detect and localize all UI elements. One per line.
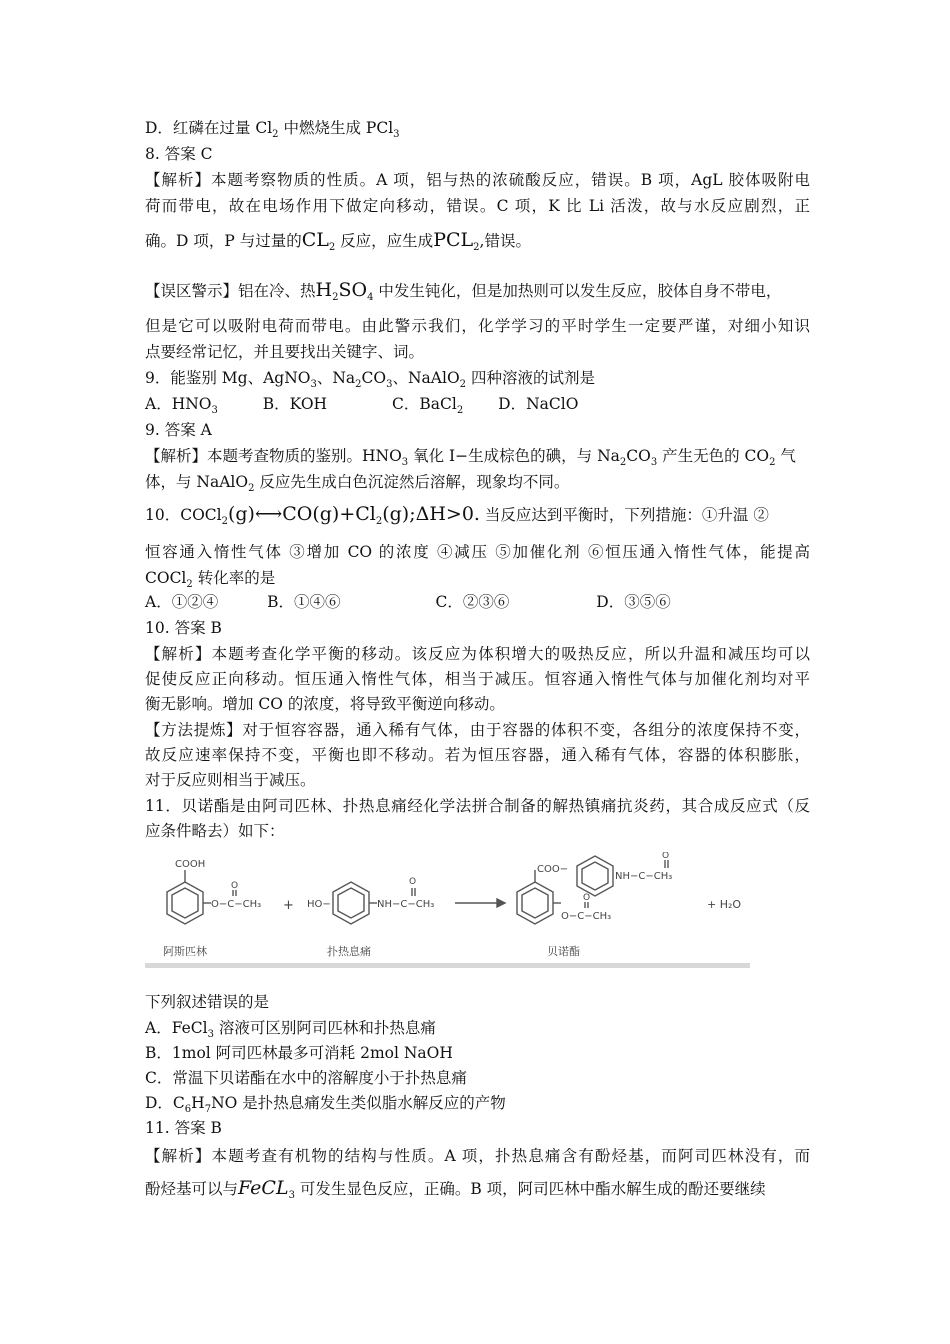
options-10 (145, 592, 671, 612)
explanation-8-line1: 【解析】本题考察物质的性质。A 项，铝与热的浓硫酸反应，错误。B 项，AgL 胶体吸附电 (145, 171, 810, 189)
explanation-11-line2: 酚烃基可以与FeCL$_3$ 可发生显色反应，正确。B 项，阿司匹林中酯水解生成的酚还要继续 (145, 1177, 766, 1201)
method-10-line1: 【方法提炼】对于恒容容器，通入稀有气体，由于容器的体积不变，各组分的浓度保持不变， (145, 721, 810, 739)
explanation-11-line1: 【解析】本题考查有机物的结构与性质。A 项，扑热息痛含有酚烃基，而阿司匹林没有，而 (145, 1147, 810, 1165)
explanation-9-line2: 体，与 NaAlO$_2$ 反应先生成白色沉淀然后溶解，现象均不同。 (145, 473, 570, 494)
carbonyl-o-1: O (231, 881, 239, 891)
water-label: + H₂O (707, 898, 742, 911)
question-11-prompt: 下列叙述错误的是 (145, 993, 270, 1011)
method-10-line3: 对于反应则相当于减压。 (145, 771, 316, 789)
amide-label-2: NH−C−CH₃ (615, 871, 673, 882)
option-10a: A．①②④ (145, 593, 219, 611)
question-10-line2: 恒容通入惰性气体 ③增加 CO 的浓度 ④减压 ⑤加催化剂 ⑥恒压通入惰性气体，能提高 (145, 543, 810, 561)
option-9d: D．NaClO (498, 395, 579, 413)
reaction-scheme-figure (145, 852, 750, 980)
question-10-line1: 10．$COCl_2(g)⟷CO(g)+Cl_2(g);\Delta H>0$. 当反应达到平衡时，下列措施：①升温 ② (145, 503, 769, 527)
amide-label-1: NH−C−CH₃ (377, 899, 435, 910)
option-10b: B．①④⑥ (267, 593, 341, 611)
explanation-9-line1: 【解析】本题考查物质的鉴别。$HNO_3$ 氧化 I−生成棕色的碘，与 $Na_2CO_3$ 产生无色的 $CO_2$ 气 (145, 447, 796, 468)
explanation-8-line3: 确。D 项，P 与过量的$CL_2$ 反应，应生成$PCL_2$,错误。 (145, 229, 531, 253)
option-11a: A．FeCl$_3$ 溶液可区别阿司匹林和扑热息痛 (145, 1019, 436, 1040)
aspirin-name: 阿斯匹林 (163, 945, 207, 958)
explanation-10-line1: 【解析】本题考查化学平衡的移动。该反应为体积增大的吸热反应，所以升温和减压均可以 (145, 645, 810, 663)
question-11-line1: 11．贝诺酯是由阿司匹林、扑热息痛经化学法拼合制备的解热镇痛抗炎药，其合成反应式（反 (145, 797, 810, 815)
plus-sign: + (283, 898, 294, 913)
option-9a: A．$HNO_3$ (145, 395, 218, 416)
cooh-label: COOH (175, 859, 206, 870)
warning-line2: 但是它可以吸附电荷而带电。由此警示我们，化学学习的平时学生一定要严谨，对细小知识 (145, 317, 810, 335)
option-9c: C．BaCl$_2$ (392, 395, 464, 416)
option-9b: B．KOH (262, 395, 328, 413)
option-11c: C．常温下贝诺酯在水中的溶解度小于扑热息痛 (145, 1069, 467, 1087)
warning-line3: 点要经常记忆，并且要找出关键字、词。 (145, 343, 425, 361)
question-9: 9．能鉴别 Mg、AgNO$_3$、$Na_2CO_3$、NaAlO$_2$ 四种溶液的试剂是 (145, 369, 595, 390)
option-10d: D．③⑤⑥ (596, 593, 671, 611)
acetyl-label-1: O−C−CH₃ (211, 899, 262, 910)
ester-label: COO− (537, 864, 569, 875)
reaction-arrow (455, 899, 505, 907)
carbonyl-o-4: O (583, 893, 591, 903)
answer-8: 8. 答案 C (145, 145, 213, 163)
question-11-line2: 应条件略去）如下： (145, 822, 285, 840)
question-10-line3: COCl$_2$ 转化率的是 (145, 569, 276, 590)
explanation-8-line2: 荷而带电，故在电场作用下做定向移动，错误。C 项，K 比 Li 活泼，故与水反应剧烈，正 (145, 197, 810, 215)
acetyl-label-2: O−C−CH₃ (561, 911, 612, 922)
answer-9: 9. 答案 A (145, 421, 212, 439)
option-11b: B．1mol 阿司匹林最多可消耗 2mol NaOH (145, 1044, 453, 1062)
carbonyl-o-3: O (662, 852, 670, 861)
method-10-line2: 故反应速率保持不变，平衡也即不移动。若为恒压容器，通入稀有气体，容器的体积膨胀， (145, 746, 810, 764)
option-10c: C．②③⑥ (435, 593, 510, 611)
warning-line1: 【误区警示】铝在冷、热$H_2SO_4$ 中发生钝化，但是加热则可以发生反应，胶体自身不带电， (145, 279, 782, 303)
explanation-10-line3: 衡无影响。增加 CO 的浓度，将导致平衡逆向移动。 (145, 695, 505, 713)
carbonyl-o-2: O (409, 877, 417, 887)
options-9 (145, 394, 578, 414)
option-8d: D．红磷在过量 $Cl_2$ 中燃烧生成 PCl$_3$ (145, 119, 400, 140)
ho-label: HO− (307, 899, 331, 910)
answer-11: 11. 答案 B (145, 1119, 222, 1137)
answer-10: 10. 答案 B (145, 619, 222, 637)
paracetamol-name: 扑热息痛 (327, 945, 371, 958)
explanation-10-line2: 促使反应正向移动。恒压通入惰性气体，相当于减压。恒容通入惰性气体与加催化剂均对平 (145, 670, 810, 688)
option-11d: D．$C_6H_7NO$ 是扑热息痛发生类似脂水解反应的产物 (145, 1094, 506, 1115)
benorilate-name: 贝诺酯 (547, 945, 580, 958)
